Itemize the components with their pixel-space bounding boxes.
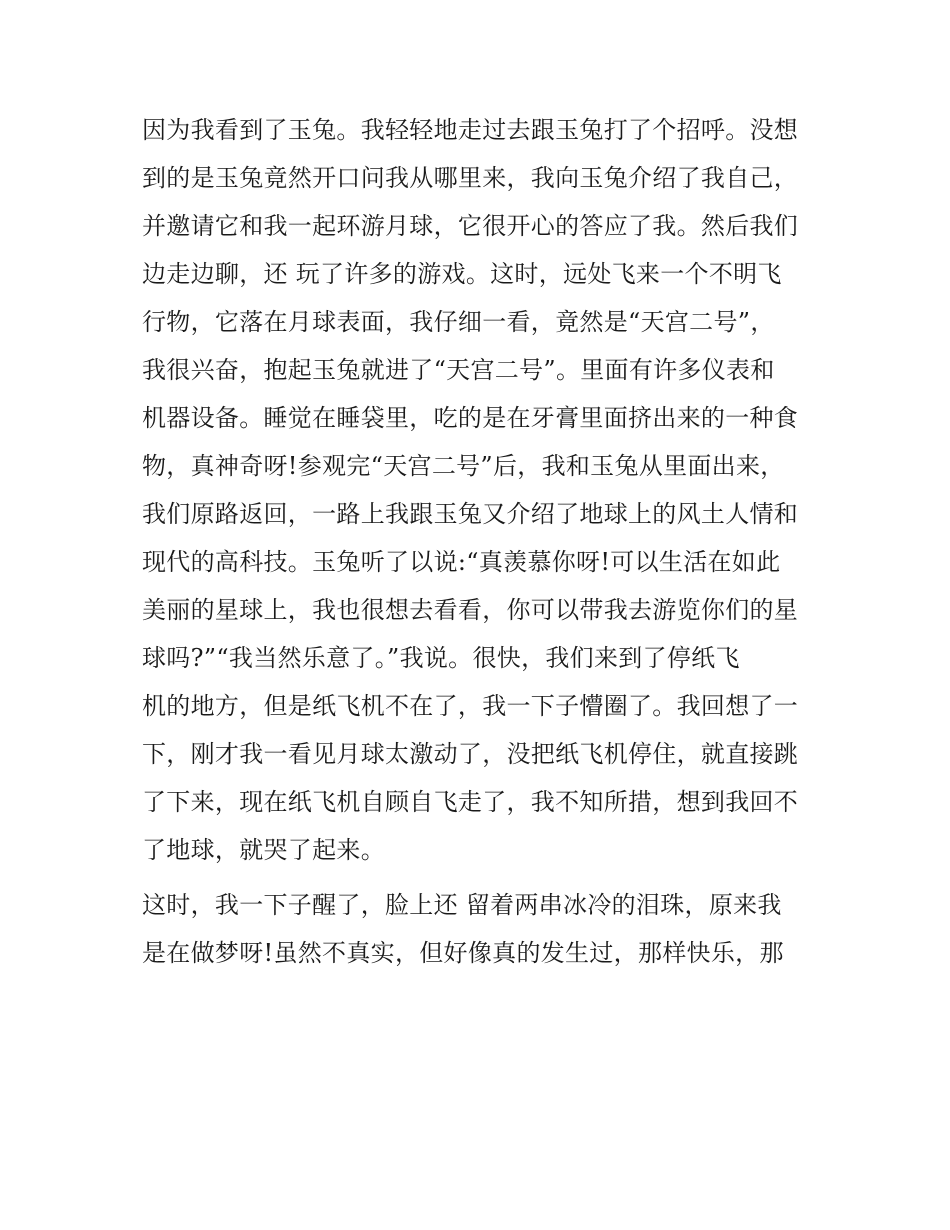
text-line: 现代的高科技。玉兔听了以说:“真羡慕你呀!可以生活在如此 [142,548,781,576]
text-line: 行物，它落在月球表面，我仔细一看，竟然是“天宫二号”， [142,308,775,336]
text-line: 物，真神奇呀!参观完“天宫二号”后，我和玉兔从里面出来， [142,452,785,480]
paragraph-2 [142,881,814,977]
text-line: 边走边聊，还 玩了许多的游戏。这时，远处飞来一个不明飞 [142,260,782,288]
text-line: 下，刚才我一看见月球太激动了，没把纸飞机停住，就直接跳 [142,740,799,768]
text-line: 这时，我一下子醒了，脸上还 留着两串冰冷的泪珠，原来我 [142,891,782,919]
text-line: 并邀请它和我一起环游月球，它很开心的答应了我。然后我们 [142,212,799,240]
text-line: 到的是玉兔竟然开口问我从哪里来，我向玉兔介绍了我自己， [142,164,799,192]
text-line: 是在做梦呀!虽然不真实，但好像真的发生过，那样快乐，那 [142,939,784,967]
paragraph-1 [142,106,814,874]
text-line: 机器设备。睡觉在睡袋里，吃的是在牙膏里面挤出来的一种食 [142,404,799,432]
text-line: 我们原路返回，一路上我跟玉兔又介绍了地球上的风土人情和 [142,500,799,528]
text-line: 我很兴奋，抱起玉兔就进了“天宫二号”。里面有许多仪表和 [142,356,775,384]
text-line: 了下来，现在纸飞机自顾自飞走了，我不知所措，想到我回不 [142,788,799,816]
text-line: 因为我看到了玉兔。我轻轻地走过去跟玉兔打了个招呼。没想 [142,116,799,144]
text-line: 美丽的星球上，我也很想去看看，你可以带我去游览你们的星 [142,596,799,624]
text-line: 了地球，就哭了起来。 [142,836,385,864]
text-line: 机的地方，但是纸飞机不在了，我一下子懵圈了。我回想了一 [142,692,799,720]
document-body [142,106,814,977]
text-line: 球吗?”“我当然乐意了。”我说。很快，我们来到了停纸飞 [142,644,740,672]
paragraph-spacer [142,874,814,881]
